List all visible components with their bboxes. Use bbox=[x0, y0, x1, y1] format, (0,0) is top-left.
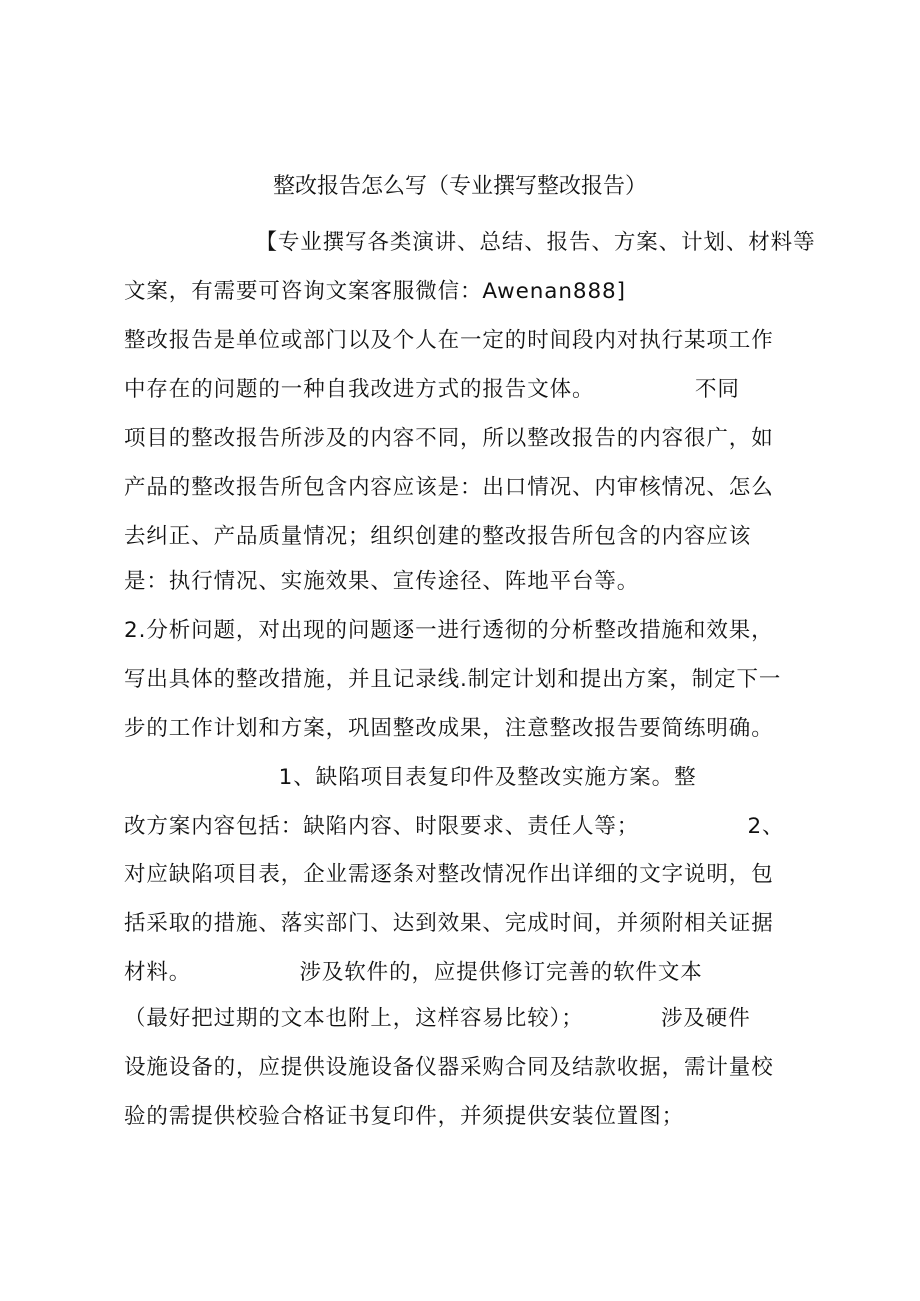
paragraph-line-7: 去纠正、产品质量情况；组织创建的整改报告所包含的内容应该 bbox=[124, 524, 752, 549]
paragraph-line-12: 1、缺陷项目表复印件及整改实施方案。整 bbox=[124, 765, 697, 790]
paragraph-line-14: 对应缺陷项目表，企业需逐条对整改情况作出详细的文字说明，包 bbox=[124, 862, 774, 887]
paragraph-line-5: 项目的整改报告所涉及的内容不同，所以整改报告的内容很广，如 bbox=[124, 426, 774, 451]
paragraph-line-10: 写出具体的整改措施，并且记录线.制定计划和提出方案，制定下一 bbox=[124, 667, 782, 692]
paragraph-line-11: 步的工作计划和方案，巩固整改成果，注意整改报告要简练明确。 bbox=[124, 716, 774, 741]
paragraph-line-19: 验的需提供校验合格证书复印件，并须提供安装位置图； bbox=[124, 1104, 685, 1129]
paragraph-line-13: 改方案内容包括：缺陷内容、时限要求、责任人等； 2、 bbox=[124, 814, 785, 839]
paragraph-line-1: 【专业撰写各类演讲、总结、报告、方案、计划、材料等 bbox=[124, 230, 816, 255]
paragraph-line-15: 括采取的措施、落实部门、达到效果、完成时间，并须附相关证据 bbox=[124, 911, 774, 936]
paragraph-line-17: （最好把过期的文本也附上，这样容易比较）； 涉及硬件 bbox=[124, 1006, 751, 1031]
paragraph-line-9: 2.分析问题，对出现的问题逐一进行透彻的分析整改措施和效果， bbox=[124, 618, 774, 643]
paragraph-line-3: 整改报告是单位或部门以及个人在一定的时间段内对执行某项工作 bbox=[124, 328, 774, 353]
paragraph-line-2: 文案，有需要可咨询文案客服微信：Awenan888] bbox=[124, 279, 626, 304]
paragraph-line-6: 产品的整改报告所包含内容应该是：出口情况、内审核情况、怎么 bbox=[124, 475, 774, 500]
paragraph-line-16: 材料。 涉及软件的，应提供修订完善的软件文本 bbox=[124, 960, 703, 985]
paragraph-line-8: 是：执行情况、实施效果、宣传途径、阵地平台等。 bbox=[124, 569, 640, 594]
paragraph-line-18: 设施设备的，应提供设施设备仪器采购合同及结款收据，需计量校 bbox=[124, 1055, 774, 1080]
document-title: 整改报告怎么写（专业撰写整改报告） bbox=[272, 174, 647, 199]
paragraph-line-4: 中存在的问题的一种自我改进方式的报告文体。 不同 bbox=[124, 377, 740, 402]
